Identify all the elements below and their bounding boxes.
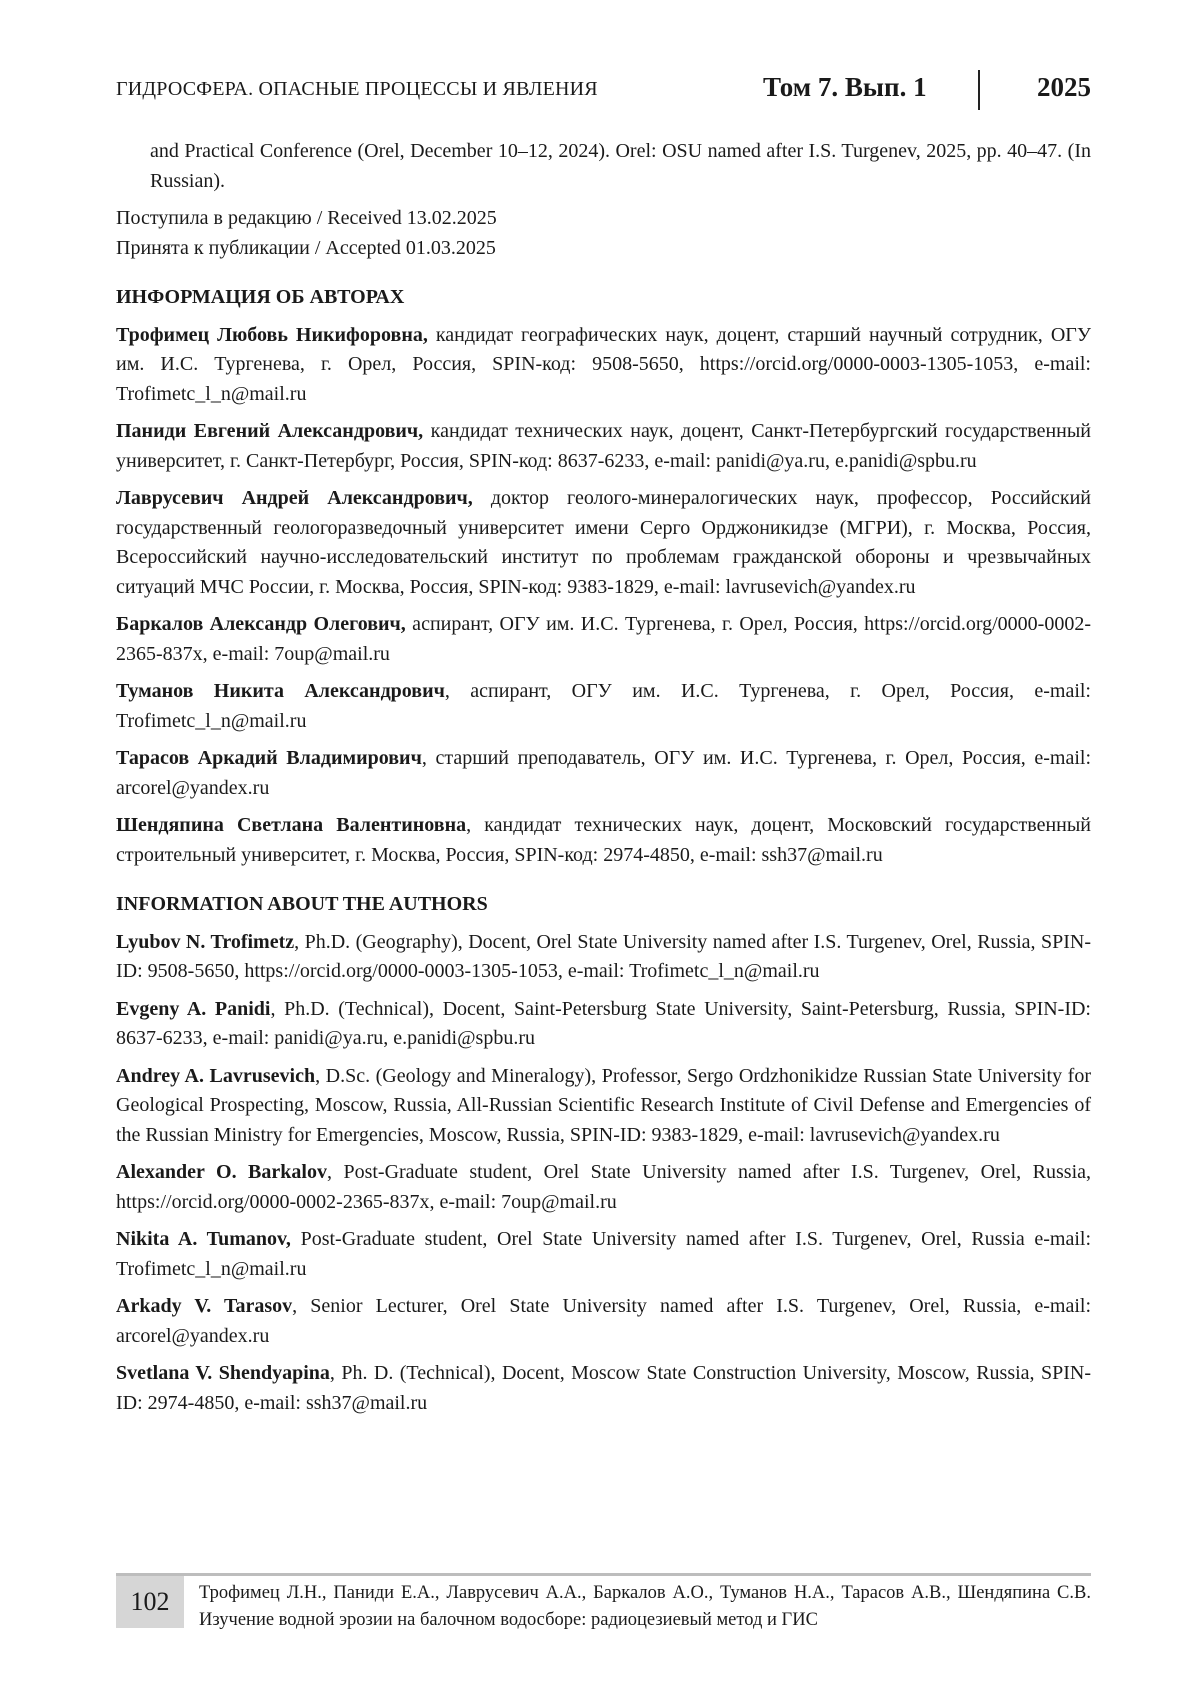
author-name: Nikita A. Tumanov,: [116, 1228, 291, 1250]
author-entry-ru: [116, 811, 1091, 870]
running-header: [116, 72, 1091, 112]
author-entry-en: [116, 928, 1091, 987]
author-entry-ru: [116, 417, 1091, 476]
author-details: , D.Sc. (Geology and Mineralogy), Professor, Sergo Ordzhonikidze Russian State University for Geological Prospecting, Moscow, Russia, All-Russian Scientific Research Institute of Civil Defense and Emergencies of the Russian Ministry for Emergencies, Moscow, Russia, SPIN-ID: 9383-1829, e-mail: lavrusevich@yandex.ru: [116, 1064, 1091, 1146]
author-name: Баркалов Александр Олегович,: [116, 613, 406, 635]
accepted-date: Принята к публикации / Accepted 01.03.2025: [116, 236, 496, 259]
author-name: Alexander O. Barkalov: [116, 1161, 327, 1183]
authors-ru-heading: ИНФОРМАЦИЯ ОБ АВТОРАХ: [116, 286, 405, 308]
publication-year: 2025: [1037, 72, 1091, 102]
author-entry-ru: [116, 677, 1091, 736]
author-details: , Ph. D. (Technical), Docent, Moscow State Construction University, Moscow, Russia, SPIN-ID: 2974-4850, e-mail: ssh37@mail.ru: [116, 1362, 1091, 1414]
author-name: Andrey A. Lavrusevich: [116, 1064, 316, 1087]
author-name: Svetlana V. Shendyapina: [116, 1362, 330, 1384]
footer-rule: [116, 1573, 1091, 1576]
author-entry-en: [116, 1292, 1091, 1351]
page-content: [116, 137, 1091, 1426]
author-entry-ru: [116, 321, 1091, 410]
author-entry-ru: [116, 610, 1091, 669]
author-details: Post-Graduate student, Orel State University named after I.S. Turgenev, Orel, Russia e-mail: Trofimetc_l_n@mail.ru: [116, 1228, 1091, 1280]
author-details: , Senior Lecturer, Orel State University named after I.S. Turgenev, Orel, Russia, e-mail: arcorel@yandex.ru: [116, 1295, 1092, 1347]
author-name: Arkady V. Tarasov: [116, 1295, 293, 1317]
reference-continuation: and Practical Conference (Orel, December 10–12, 2024). Orel: OSU named after I.S. Turgenev, 2025, pp. 40–47. (In Russian).: [150, 140, 1091, 192]
author-name: Lyubov N. Trofimetz: [116, 930, 295, 953]
article-dates: [116, 204, 1091, 263]
author-name: Туманов Никита Александрович: [116, 680, 445, 702]
author-name: Лаврусевич Андрей Александрович,: [116, 487, 473, 509]
author-details: доктор геолого-минералогических наук, профессор, Российский государственный геологоразведочный университет имени Серго Орджоникидзе (МГРИ), г. Москва, Россия, Всероссийский научно-исследовательский институт по проблемам гражданской обороны и чрезвычайных ситуаций МЧС России, г. Москва, Россия, SPIN-код: 9383-1829, e-mail: lavrusevich@yandex.ru: [116, 487, 1092, 598]
author-name: Паниди Евгений Александрович,: [116, 420, 424, 442]
author-name: Evgeny A. Panidi: [116, 997, 271, 1020]
author-entry-ru: [116, 744, 1091, 803]
author-name: Тарасов Аркадий Владимирович: [116, 747, 422, 769]
author-details: , Ph.D. (Geography), Docent, Orel State University named after I.S. Turgenev, Orel, Russia, SPIN-ID: 9508-5650, https://orcid.org/0000-0003-1305-1053, e-mail: Trofimetc_l_n@mail.ru: [116, 930, 1091, 982]
page-footer: [116, 1573, 1091, 1629]
header-divider: [978, 70, 980, 110]
author-details: , кандидат технических наук, доцент, Московский государственный строительный университет, г. Москва, Россия, SPIN-код: 2974-4850, e-mail: ssh37@mail.ru: [116, 814, 1091, 866]
author-entry-en: [116, 1359, 1091, 1418]
author-details: , аспирант, ОГУ им. И.С. Тургенева, г. Орел, Россия, e-mail: Trofimetc_l_n@mail.ru: [116, 680, 1091, 732]
journal-title: ГИДРОСФЕРА. ОПАСНЫЕ ПРОЦЕССЫ И ЯВЛЕНИЯ: [116, 78, 598, 100]
author-details: , Ph.D. (Technical), Docent, Saint-Petersburg State University, Saint-Petersburg, Russia, SPIN-ID: 8637-6233, e-mail: panidi@ya.ru, e.panidi@spbu.ru: [116, 997, 1091, 1049]
author-entry-en: [116, 1062, 1091, 1151]
author-name: Шендяпина Светлана Валентиновна: [116, 814, 467, 836]
author-entry-en: [116, 995, 1091, 1054]
author-name: Трофимец Любовь Никифоровна,: [116, 323, 428, 346]
author-entry-ru: [116, 484, 1091, 602]
author-entry-en: [116, 1225, 1091, 1284]
author-entry-en: [116, 1158, 1091, 1217]
author-details: , старший преподаватель, ОГУ им. И.С. Тургенева, г. Орел, Россия, e-mail: arcorel@yandex.ru: [116, 747, 1091, 799]
author-details: , Post-Graduate student, Orel State University named after I.S. Turgenev, Orel, Russia, https://orcid.org/0000-0002-2365-837x, e-mail: 7oup@mail.ru: [116, 1161, 1092, 1213]
received-date: Поступила в редакцию / Received 13.02.2025: [116, 207, 497, 229]
author-details: кандидат технических наук, доцент, Санкт-Петербургский государственный университет, г. Санкт-Петербург, Россия, SPIN-код: 8637-6233, e-mail: panidi@ya.ru, e.panidi@spbu.ru: [116, 420, 1091, 472]
volume-issue: Том 7. Вып. 1: [763, 72, 927, 102]
authors-en-heading: INFORMATION ABOUT THE AUTHORS: [116, 893, 488, 915]
author-details: кандидат географических наук, доцент, старший научный сотрудник, ОГУ им. И.С. Тургенева, г. Орел, Россия, SPIN-код: 9508-5650, https://orcid.org/0000-0003-1305-1053, e-mail: Trofimetc_l_n@mail.ru: [116, 323, 1091, 405]
footer-citation: Трофимец Л.Н., Паниди Е.А., Лаврусевич А.А., Баркалов А.О., Туманов Н.А., Тарасов А.В., Шендяпина С.В. Изучение водной эрозии на балочном водосборе: радиоцезиевый метод и ГИС: [199, 1583, 1091, 1630]
author-details: аспирант, ОГУ им. И.С. Тургенева, г. Орел, Россия, https://orcid.org/0000-0002-2365-837x, e-mail: 7oup@mail.ru: [116, 613, 1091, 665]
page-number: 102: [116, 1576, 184, 1628]
